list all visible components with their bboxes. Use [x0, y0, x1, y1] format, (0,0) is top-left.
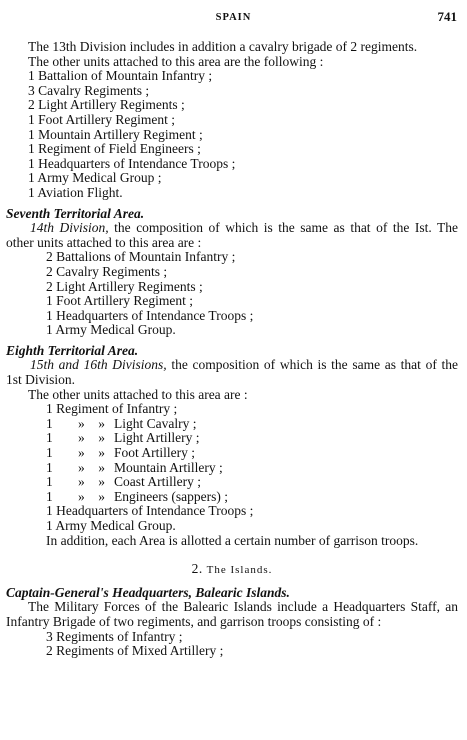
ditto-count: 1: [46, 459, 53, 475]
list-item: 1 Army Medical Group.: [46, 518, 176, 533]
ditto-count: 1: [46, 430, 53, 446]
paragraph-13th-division: The 13th Division includes in addition a cavalry brigade of 2 regiments.: [28, 39, 418, 54]
list-item: 1 Mountain Artillery Regiment ;: [28, 126, 203, 142]
list-item: 1 Foot Artillery Regiment ;: [46, 293, 193, 309]
division-rest: the composition of which is the same as that of the 1st Division.: [6, 357, 458, 388]
page-number: 741: [437, 9, 457, 24]
running-title: SPAIN: [215, 12, 252, 23]
list-item: 1 Headquarters of Intendance Troops ;: [46, 307, 254, 323]
ditto-marks: » »: [78, 415, 105, 431]
list-item: 2 Light Artillery Regiments ;: [28, 97, 185, 113]
list-item: 1 Regiment of Infantry ;: [46, 401, 178, 417]
ditto-marks: » »: [78, 445, 105, 461]
list-item: 2 Cavalry Regiments ;: [46, 263, 168, 279]
ditto-unit: Coast Artillery ;: [114, 474, 201, 490]
ditto-marks: » »: [78, 459, 105, 475]
unit-list-seventh-area: [6, 250, 458, 338]
ditto-marks: » »: [78, 474, 105, 490]
unit-list-eighth-area: [6, 402, 458, 533]
section-heading: [6, 562, 458, 578]
list-item: 1 Regiment of Field Engineers ;: [28, 141, 201, 157]
list-item: 1 Aviation Flight.: [28, 184, 123, 200]
page-header: [0, 10, 467, 26]
heading-captain-general: Captain-General's Headquarters, Balearic Islands.: [6, 584, 290, 600]
ditto-unit: Mountain Artillery ;: [114, 459, 223, 475]
list-item: 2 Battalions of Mountain Infantry ;: [46, 249, 236, 265]
division-rest: the composition of which is the same as that of the Ist. The other units attached to this area are :: [6, 220, 459, 250]
list-item: 1 Headquarters of Intendance Troops ;: [28, 155, 236, 171]
page-body: [6, 40, 458, 659]
list-item: 1 Battalion of Mountain Infantry ;: [28, 68, 213, 84]
paragraph-other-units: The other units attached to this area are the following :: [28, 53, 324, 69]
ditto-marks: » »: [78, 430, 105, 446]
division-lead: 14th Division,: [30, 220, 109, 236]
list-item: 2 Light Artillery Regiments ;: [46, 278, 203, 294]
list-item: 1 Headquarters of Intendance Troops ;: [46, 503, 254, 519]
ditto-unit: Light Artillery ;: [114, 430, 200, 446]
ditto-row: [6, 475, 458, 490]
ditto-unit: Foot Artillery ;: [114, 445, 195, 461]
ditto-unit: Light Cavalry ;: [114, 415, 197, 431]
unit-list-balearic: [6, 630, 458, 659]
unit-list-sixth-area: [6, 69, 458, 200]
ditto-unit: Engineers (sappers) ;: [114, 488, 228, 504]
paragraph-15th-16th-divisions: [6, 358, 458, 387]
list-item: 1 Foot Artillery Regiment ;: [28, 111, 175, 127]
ditto-row: [6, 417, 458, 432]
section-title: The Islands.: [206, 564, 273, 577]
section-number: 2.: [191, 561, 203, 577]
heading-eighth-area: Eighth Territorial Area.: [6, 342, 139, 358]
paragraph-balearic-forces: The Military Forces of the Balearic Islands include a Headquarters Staff, an Infantry Brigade of two regiments, and garrison troops consisting of :: [6, 599, 458, 629]
list-item: 3 Regiments of Infantry ;: [46, 628, 183, 644]
ditto-row: [6, 461, 458, 476]
ditto-row: [6, 490, 458, 505]
list-item: 1 Army Medical Group.: [46, 322, 176, 338]
ditto-count: 1: [46, 488, 53, 504]
paragraph-garrison-troops: In addition, each Area is allotted a certain number of garrison troops.: [46, 532, 419, 548]
list-item: 2 Regiments of Mixed Artillery ;: [46, 643, 224, 659]
ditto-count: 1: [46, 445, 53, 461]
ditto-count: 1: [46, 474, 53, 490]
ditto-count: 1: [46, 415, 53, 431]
heading-seventh-area: Seventh Territorial Area.: [6, 205, 145, 221]
ditto-row: [6, 431, 458, 446]
division-lead: 15th and 16th Divisions,: [30, 357, 167, 373]
list-item: 3 Cavalry Regiments ;: [28, 82, 150, 98]
list-item: 1 Army Medical Group ;: [28, 170, 162, 186]
paragraph-other-units: The other units attached to this area are :: [28, 386, 248, 402]
ditto-row: [6, 446, 458, 461]
ditto-marks: » »: [78, 488, 105, 504]
paragraph-14th-division: [6, 221, 458, 250]
